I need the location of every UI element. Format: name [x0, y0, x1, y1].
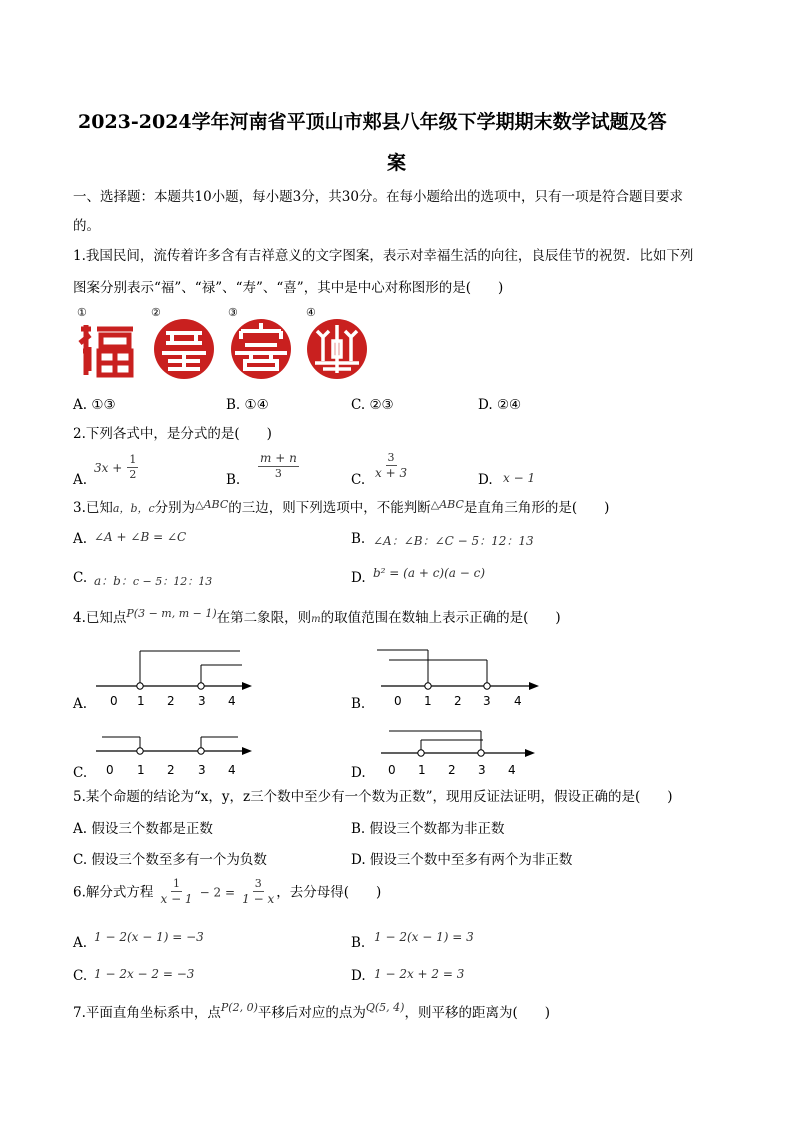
question-6-option-b-label: B. — [351, 935, 366, 951]
tick-label: 2 — [167, 763, 175, 777]
question-2-option-d-label: D. — [478, 472, 493, 488]
tick-label: 1 — [418, 763, 426, 777]
tick-label: 3 — [478, 763, 486, 777]
question-3-option-b-expression[interactable]: ∠A：∠B：∠C − 5：12：13 — [373, 534, 534, 548]
tick-label: 2 — [167, 694, 175, 708]
question-2-option-b-label: B. — [226, 472, 241, 488]
question-7-stem: 7.平面直角坐标系中，点$^{P(2, 0)}$平移后对应的点为$^{Q(5, 4)}$，则平移的距离为( ) — [73, 1001, 551, 1021]
page-title: 2023-2024学年河南省平顶山市郏县八年级下学期期末数学试题及答 — [78, 111, 667, 133]
xi-character-emblem — [305, 317, 369, 381]
lu-character-emblem — [152, 317, 216, 381]
question-3-option-d-expression[interactable]: b² = (a + c)(a − c) — [373, 566, 486, 580]
question-1-option-d[interactable] — [478, 399, 521, 413]
option-text: ①④ — [244, 397, 269, 413]
option-text: ①③ — [91, 397, 116, 413]
fu-character-emblem — [75, 317, 139, 381]
question-3-option-a-expression[interactable]: ∠A + ∠B = ∠C — [94, 530, 187, 544]
question-4-stem: 4.已知点$^{P(3 - m, m - 1)}$在第二象限，则m的取值范围在数轴上表示正确的是( ) — [73, 607, 561, 626]
question-6-option-c-label: C. — [73, 968, 88, 984]
question-6-stem: 6.解分式方程 $\frac{1}{x - 1}$ − 2 = $\frac{3}{1 - x}$ ，去分母得( ) — [73, 877, 382, 907]
section-instructions: 一、选择题：本题共10小题，每小题3分，共30分。在每小题给出的选项中，只有一项是符合题目要求 — [73, 189, 683, 205]
tick-label: 1 — [137, 763, 145, 777]
tick-label: 0 — [106, 763, 114, 777]
option-text: ②④ — [496, 397, 522, 413]
question-2-option-d-expression[interactable]: x − 1 — [503, 471, 536, 485]
section-instructions-continued: 的。 — [73, 218, 100, 234]
question-6-option-a-expression[interactable]: 1 − 2(x − 1) = −3 — [94, 930, 204, 944]
question-2-stem: 2.下列各式中，是分式的是( ) — [73, 426, 272, 442]
shou-character-emblem — [229, 317, 293, 381]
number-line-c[interactable] — [92, 730, 262, 780]
question-6-option-b-expression[interactable]: 1 − 2(x − 1) = 3 — [374, 930, 474, 944]
tick-label: 3 — [198, 763, 206, 777]
question-3-option-c-label: C. — [73, 570, 88, 586]
figure-marker-1: ① — [77, 306, 87, 319]
tick-label: 2 — [454, 694, 462, 708]
figure-marker-4: ④ — [306, 306, 316, 319]
tick-label: 3 — [198, 694, 206, 708]
question-2-option-a-expression[interactable] — [94, 454, 138, 481]
tick-label: 3 — [483, 694, 491, 708]
question-4-option-b-label: B. — [351, 696, 366, 712]
question-3-option-c-expression[interactable]: a：b：c − 5：12：13 — [94, 574, 213, 588]
tick-label: 1 — [424, 694, 432, 708]
question-3-option-d-label: D. — [351, 570, 366, 586]
question-6-option-c-expression[interactable]: 1 − 2x − 2 = −3 — [94, 967, 195, 981]
question-3-option-a-label: A. — [73, 531, 88, 547]
question-1-stem: 1.我国民间，流传着许多含有吉祥意义的文字图案，表示对幸福生活的向往，良辰佳节的祝贺．比如下列 — [73, 248, 694, 264]
question-2-option-a-label: A. — [73, 472, 88, 488]
question-2-option-c-expression[interactable] — [373, 452, 409, 480]
question-5-option-b[interactable]: B. 假设三个数都为非正数 — [351, 821, 505, 837]
option-label: C. — [351, 397, 366, 413]
fraction: $\frac{1}{x - 1}$ — [160, 877, 193, 907]
question-1-option-a[interactable] — [73, 399, 116, 413]
fraction: $\frac{3}{1 - x}$ — [242, 877, 275, 907]
tick-label: 4 — [228, 763, 236, 777]
fraction: $\frac{1}{2}$ — [129, 453, 137, 482]
tick-label: 4 — [508, 763, 516, 777]
page-title-continued: 案 — [387, 152, 407, 174]
question-1-option-b[interactable] — [226, 399, 269, 413]
tick-label: 1 — [137, 694, 145, 708]
figure-marker-2: ② — [151, 306, 161, 319]
question-3-option-b-label: B. — [351, 531, 366, 547]
option-text: ②③ — [369, 397, 394, 413]
option-label: B. — [226, 397, 241, 413]
question-4-option-c-label: C. — [73, 765, 88, 781]
tick-label: 0 — [388, 763, 396, 777]
question-6-option-d-expression[interactable]: 1 − 2x + 2 = 3 — [374, 967, 465, 981]
question-5-option-d[interactable]: D. 假设三个数中至多有两个为非正数 — [351, 852, 573, 868]
figure-marker-3: ③ — [228, 306, 238, 319]
question-4-option-d-label: D. — [351, 765, 366, 781]
question-5-option-c[interactable]: C. 假设三个数至多有一个为负数 — [73, 852, 267, 868]
tick-label: 0 — [394, 694, 402, 708]
option-label: D. — [478, 397, 493, 413]
tick-label: 4 — [514, 694, 522, 708]
question-5-option-a[interactable]: A. 假设三个数都是正数 — [73, 821, 213, 837]
number-line-a[interactable] — [92, 645, 262, 715]
number-line-b[interactable] — [375, 645, 545, 715]
expression-text: 3x + — [94, 461, 123, 476]
fraction: $\frac{3}{x + 3}$ — [375, 451, 408, 481]
question-5-stem: 5.某个命题的结论为“x，y，z三个数中至少有一个数为正数”，现用反证法证明，假设正确的是( ) — [73, 789, 673, 805]
tick-label: 4 — [228, 694, 236, 708]
question-1-option-c[interactable] — [351, 399, 394, 413]
fraction: $\frac{m + n}{3}$ — [260, 451, 297, 481]
question-6-option-d-label: D. — [351, 968, 366, 984]
question-2-option-b-expression[interactable] — [258, 452, 299, 480]
option-label: A. — [73, 397, 88, 413]
question-3-stem: 3.已知a，b，c分别为$^{\triangle ABC}$的三边，则下列选项中，不能判断$^{\triangle ABC}$是直角三角形的是( ) — [73, 498, 610, 516]
question-1-stem-continued: 图案分别表示“福”、“禄”、“寿”、“喜”，其中是中心对称图形的是( ) — [73, 280, 504, 296]
question-2-option-c-label: C. — [351, 472, 366, 488]
question-6-option-a-label: A. — [73, 935, 88, 951]
tick-label: 0 — [110, 694, 118, 708]
question-4-option-a-label: A. — [73, 696, 88, 712]
number-line-d[interactable] — [375, 722, 545, 780]
tick-label: 2 — [448, 763, 456, 777]
